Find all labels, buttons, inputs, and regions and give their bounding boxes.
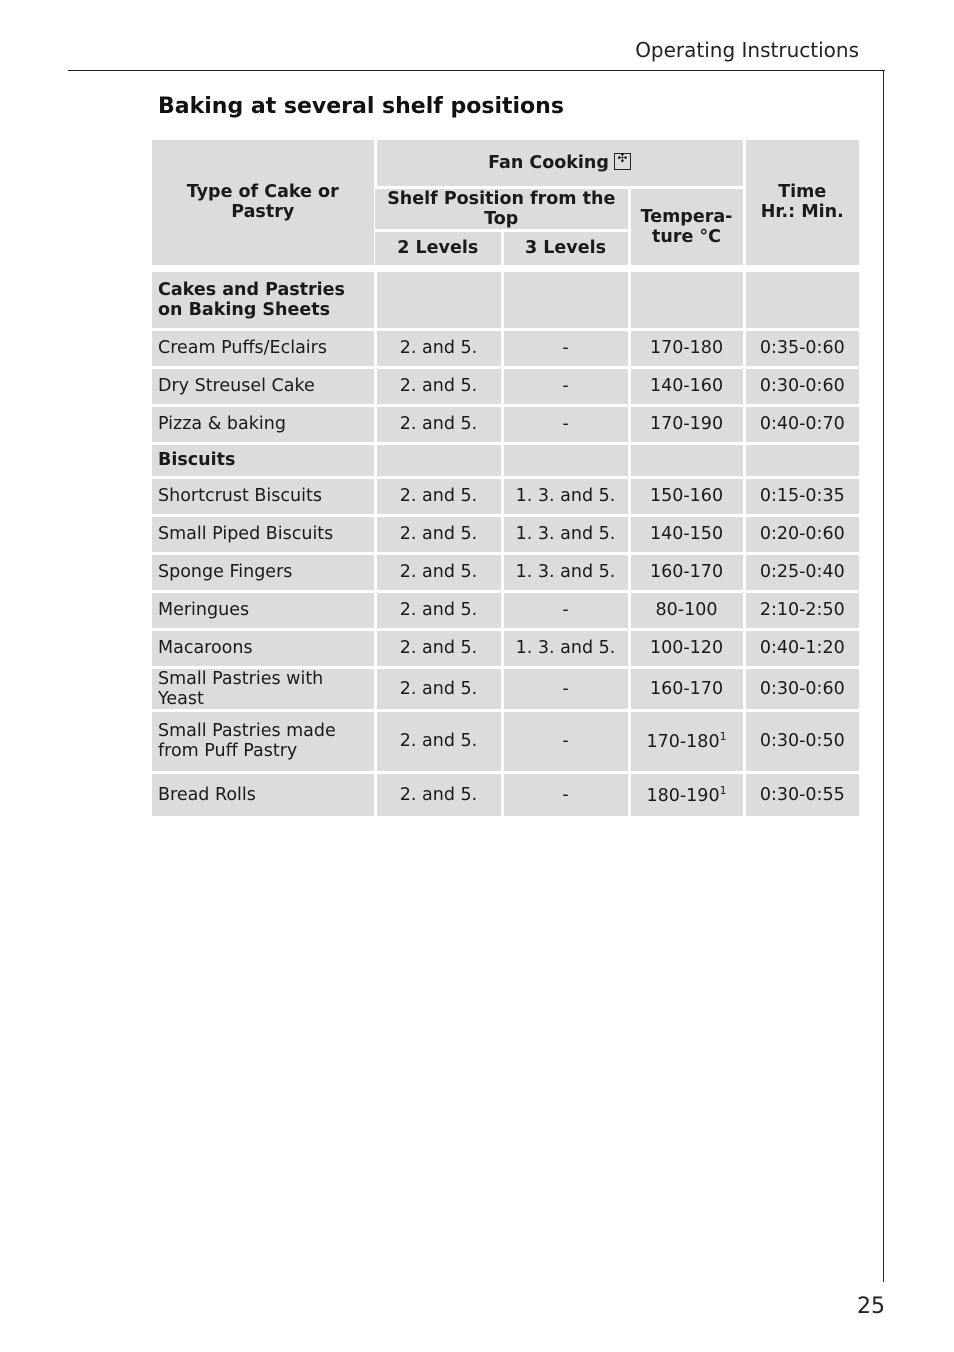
cell-time: 0:20-0:60 xyxy=(744,515,859,553)
cell-temperature xyxy=(629,367,744,405)
cell-time: 0:15-0:35 xyxy=(744,477,859,515)
header-fan-cooking xyxy=(375,140,744,187)
group-row xyxy=(152,443,859,477)
header-temperature xyxy=(629,187,744,268)
temperature-value: 170-180 xyxy=(649,338,724,358)
cell-name: Meringues xyxy=(152,591,375,629)
cell-temperature xyxy=(629,772,744,816)
table-row xyxy=(152,515,859,553)
fan-cooking-label: Fan Cooking xyxy=(488,152,609,173)
cell-temperature xyxy=(629,477,744,515)
cell-temperature xyxy=(629,329,744,367)
cell-three-levels: - xyxy=(502,367,629,405)
empty-cell xyxy=(744,268,859,329)
cell-temperature xyxy=(629,667,744,710)
table-row xyxy=(152,710,859,772)
cell-temperature xyxy=(629,710,744,772)
table-row xyxy=(152,667,859,710)
cell-two-levels: 2. and 5. xyxy=(375,515,502,553)
table-row xyxy=(152,477,859,515)
time-line1: Time xyxy=(778,182,827,203)
cell-time: 0:30-0:50 xyxy=(744,710,859,772)
table-row xyxy=(152,553,859,591)
cell-temperature xyxy=(629,591,744,629)
cell-name: Small Pastries with Yeast xyxy=(152,667,375,710)
cell-time: 0:40-1:20 xyxy=(744,629,859,667)
cell-two-levels: 2. and 5. xyxy=(375,591,502,629)
empty-cell xyxy=(502,443,629,477)
section-title: Baking at several shelf positions xyxy=(158,94,564,119)
temp-line1: Tempera- xyxy=(640,206,733,227)
temperature-value: 160-170 xyxy=(649,678,724,699)
temp-line2: ture °C xyxy=(652,226,722,247)
cell-two-levels: 2. and 5. xyxy=(375,629,502,667)
empty-cell xyxy=(744,443,859,477)
cell-time: 2:10-2:50 xyxy=(744,591,859,629)
cell-three-levels: - xyxy=(502,329,629,367)
cell-name: Cream Puffs/Eclairs xyxy=(152,329,375,367)
cell-two-levels: 2. and 5. xyxy=(375,405,502,443)
header-time xyxy=(744,140,859,268)
cell-two-levels: 2. and 5. xyxy=(375,772,502,816)
cell-three-levels: 1. 3. and 5. xyxy=(502,515,629,553)
cell-three-levels: - xyxy=(502,591,629,629)
cell-three-levels: 1. 3. and 5. xyxy=(502,553,629,591)
cell-name: Macaroons xyxy=(152,629,375,667)
temperature-value: 170-190 xyxy=(649,414,724,434)
table-row xyxy=(152,405,859,443)
table-row xyxy=(152,329,859,367)
cell-two-levels: 2. and 5. xyxy=(375,553,502,591)
header-shelf-position: Shelf Position from the Top xyxy=(375,187,629,230)
cell-name: Pizza & baking xyxy=(152,405,375,443)
cell-two-levels: 2. and 5. xyxy=(375,710,502,772)
cell-name: Dry Streusel Cake xyxy=(152,367,375,405)
footnote-marker: 1 xyxy=(719,730,727,744)
cell-name: Shortcrust Biscuits xyxy=(152,477,375,515)
table-row xyxy=(152,367,859,405)
cell-two-levels: 2. and 5. xyxy=(375,367,502,405)
cell-time: 0:30-0:60 xyxy=(744,667,859,710)
cell-temperature xyxy=(629,553,744,591)
table-row xyxy=(152,772,859,816)
empty-cell xyxy=(629,268,744,329)
cell-three-levels: - xyxy=(502,710,629,772)
cell-name: Bread Rolls xyxy=(152,772,375,816)
group-title: Cakes and Pastries on Baking Sheets xyxy=(152,268,375,329)
group-row xyxy=(152,268,859,329)
empty-cell xyxy=(375,443,502,477)
header-type: Type of Cake or Pastry xyxy=(152,140,375,268)
cell-temperature xyxy=(629,515,744,553)
temperature-value: 140-150 xyxy=(649,524,724,544)
temperature-value: 140-160 xyxy=(649,376,724,396)
side-rule xyxy=(883,70,884,1282)
empty-cell xyxy=(375,268,502,329)
table-body xyxy=(152,268,859,816)
cell-two-levels: 2. and 5. xyxy=(375,667,502,710)
cell-temperature xyxy=(629,405,744,443)
page-number: 25 xyxy=(857,1294,885,1319)
cell-time: 0:30-0:60 xyxy=(744,367,859,405)
header-rule xyxy=(68,70,885,71)
running-header-title: Operating Instructions xyxy=(635,38,859,62)
temperature-value: 180-190 xyxy=(646,785,720,806)
cell-name: Small Piped Biscuits xyxy=(152,515,375,553)
cell-three-levels: 1. 3. and 5. xyxy=(502,477,629,515)
cell-three-levels: - xyxy=(502,405,629,443)
fan-icon xyxy=(614,153,631,170)
header-three-levels: 3 Levels xyxy=(502,230,629,268)
cell-three-levels: 1. 3. and 5. xyxy=(502,629,629,667)
cell-two-levels: 2. and 5. xyxy=(375,329,502,367)
baking-table xyxy=(152,140,859,816)
temperature-value: 150-160 xyxy=(649,486,724,506)
cell-time: 0:40-0:70 xyxy=(744,405,859,443)
cell-three-levels: - xyxy=(502,772,629,816)
header-two-levels: 2 Levels xyxy=(375,230,502,268)
cell-two-levels: 2. and 5. xyxy=(375,477,502,515)
cell-name: Sponge Fingers xyxy=(152,553,375,591)
table-row xyxy=(152,629,859,667)
temperature-value: 80-100 xyxy=(655,600,718,620)
table-row xyxy=(152,591,859,629)
cell-name: Small Pastries made from Puff Pastry xyxy=(152,710,375,772)
temperature-value: 100-120 xyxy=(649,638,724,658)
cell-time: 0:25-0:40 xyxy=(744,553,859,591)
footnote-marker: 1 xyxy=(719,783,727,797)
empty-cell xyxy=(502,268,629,329)
empty-cell xyxy=(629,443,744,477)
cell-three-levels: - xyxy=(502,667,629,710)
cell-temperature xyxy=(629,629,744,667)
group-title: Biscuits xyxy=(152,443,375,477)
temperature-value: 160-170 xyxy=(649,562,724,582)
temperature-value: 170-180 xyxy=(646,731,720,752)
cell-time: 0:30-0:55 xyxy=(744,772,859,816)
time-line2: Hr.: Min. xyxy=(760,202,844,223)
cell-time: 0:35-0:60 xyxy=(744,329,859,367)
